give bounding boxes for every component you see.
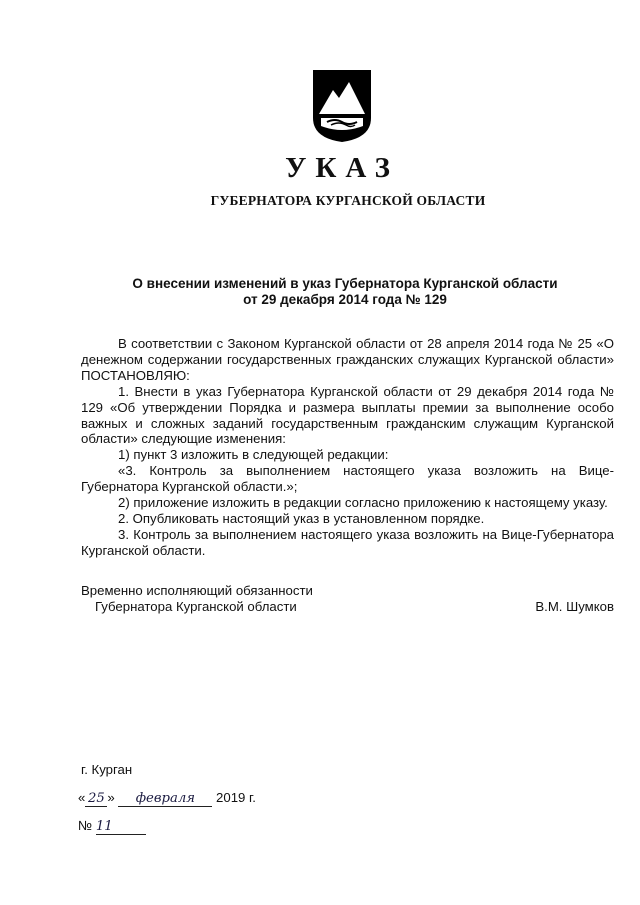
quote-close: » [107,790,115,805]
issue-city: г. Курган [81,762,133,777]
number-prefix: № [78,818,93,833]
document-number: 11 [96,819,146,835]
body-paragraph: 2. Опубликовать настоящий указ в установленном порядке. [118,510,485,526]
issue-date [78,790,308,810]
date-year: 2019 г. [216,790,256,805]
body-paragraph: 1. Внести в указ Губернатора Курганской области от 29 декабря 2014 года № 129 «Об утверждении Порядка и размера выплаты премии за выполнение особо важных и сложных заданий государственным гражданским служащим Курганской области» следующие изменения: [81,383,614,447]
date-month: февраля [118,791,212,807]
quote-open: « [78,790,86,805]
signatory-position [81,583,313,615]
document-heading [0,276,640,308]
document-subtitle: ГУБЕРНАТОРА КУРГАНСКОЙ ОБЛАСТИ [210,193,486,208]
document-title: УКАЗ [285,152,399,184]
heading-line: О внесении изменений в указ Губернатора Курганской области [132,276,558,291]
body-paragraph: 1) пункт 3 изложить в следующей редакции: [118,447,389,463]
body-paragraph: 2) приложение изложить в редакции согласно приложению к настоящему указу. [118,495,608,511]
date-day: 25 [85,791,107,807]
body-paragraph: «3. Контроль за выполнением настоящего указа возложить на Вице-Губернатора Курганской области.»; [81,463,614,495]
heading-line: от 29 декабря 2014 года № 129 [243,292,447,307]
issue-number [78,818,158,838]
signatory-position-line: Временно исполняющий обязанности [81,583,313,598]
signatory-name: В.М. Шумков [535,599,614,614]
body-paragraph: 3. Контроль за выполнением настоящего указа возложить на Вице-Губернатора Курганской области. [81,526,614,558]
body-paragraph: В соответствии с Законом Курганской области от 28 апреля 2014 года № 25 «О денежном содержании государственных гражданских служащих Курганской области» ПОСТАНОВЛЯЮ: [81,336,614,383]
document-body [81,336,614,559]
coat-of-arms-emblem [311,68,373,144]
signatory-position-line: Губернатора Курганской области [95,599,297,614]
